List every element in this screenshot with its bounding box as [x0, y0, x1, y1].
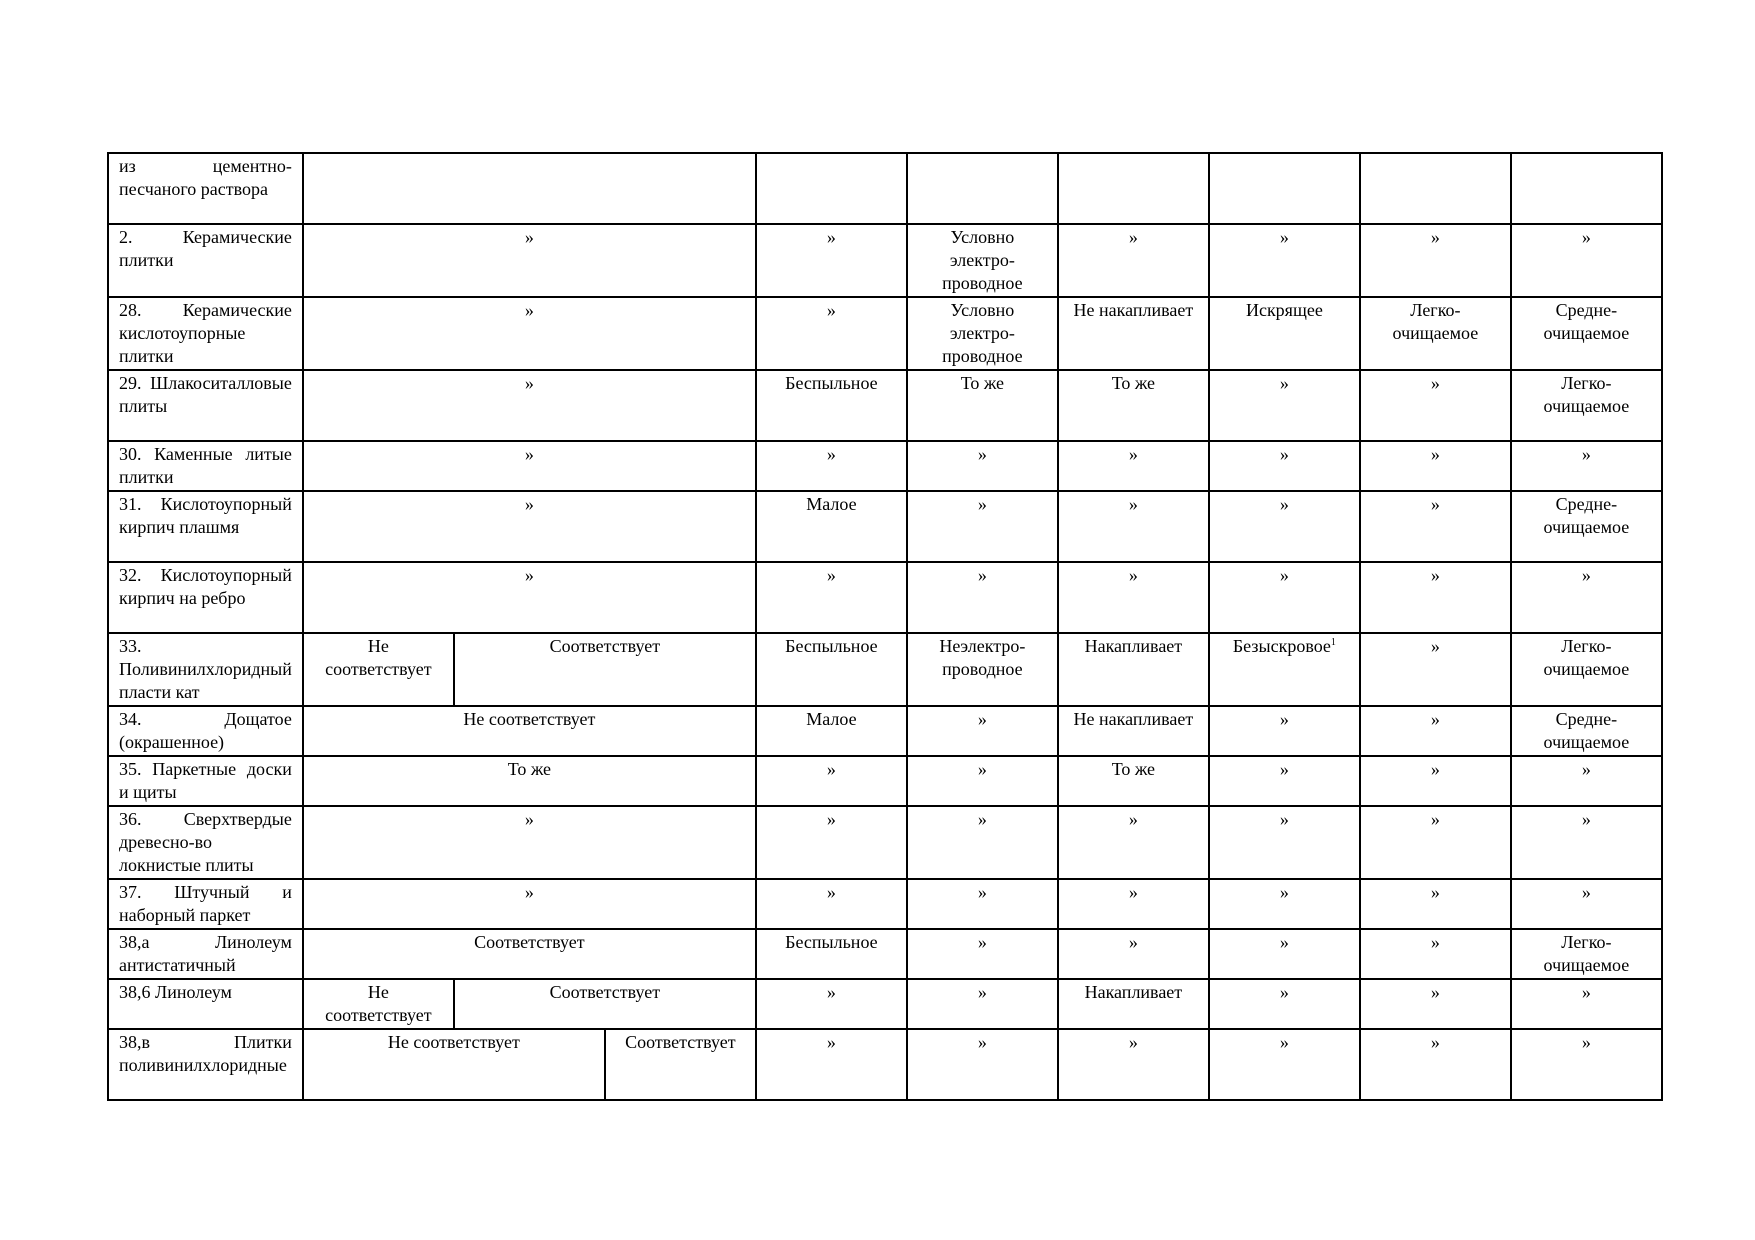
property-value: » — [1128, 565, 1138, 585]
property-value: » — [826, 982, 836, 1002]
table-row — [108, 562, 1662, 633]
table-row — [108, 224, 1662, 297]
property-cell — [756, 370, 907, 441]
property-cell — [907, 806, 1058, 879]
requirement-cell: Не соответствует — [303, 979, 454, 1029]
property-cell — [1058, 879, 1209, 929]
table-row — [108, 633, 1662, 706]
property-cell — [1360, 441, 1511, 491]
property-value: » — [826, 227, 836, 247]
property-cell — [1511, 633, 1662, 706]
property-value: » — [1581, 227, 1591, 247]
property-value: » — [1279, 444, 1289, 464]
property-value: » — [1430, 444, 1440, 464]
property-cell — [1360, 153, 1511, 224]
material-name-cell: 37. Штучный и наборный паркет — [108, 879, 303, 929]
material-name-cell: 31. Кислотоупорный кирпич плашмя — [108, 491, 303, 562]
material-name-cell: 29. Шлакоситалловые плиты — [108, 370, 303, 441]
property-cell — [1511, 153, 1662, 224]
property-value: Средне-очищаемое — [1543, 709, 1630, 752]
property-value: Беспыльное — [785, 636, 878, 656]
property-cell — [756, 633, 907, 706]
property-cell — [756, 224, 907, 297]
property-cell — [756, 441, 907, 491]
property-cell — [1058, 706, 1209, 756]
requirement-cell: Не соответствует — [303, 706, 756, 756]
property-value: » — [977, 809, 987, 829]
property-cell — [1209, 756, 1360, 806]
property-value: » — [1581, 882, 1591, 902]
property-cell — [1511, 879, 1662, 929]
material-name-cell: 2. Керамические плитки — [108, 224, 303, 297]
property-value: » — [1581, 1032, 1591, 1052]
property-value: » — [1279, 809, 1289, 829]
property-cell — [756, 706, 907, 756]
requirement-cell: Соответствует — [454, 633, 756, 706]
property-value: » — [1128, 494, 1138, 514]
property-value: » — [1430, 759, 1440, 779]
property-cell — [756, 297, 907, 370]
property-value: Легко-очищаемое — [1392, 300, 1479, 343]
property-value: » — [1279, 982, 1289, 1002]
property-value: » — [1279, 882, 1289, 902]
requirement-cell: » — [303, 491, 756, 562]
property-cell — [1360, 491, 1511, 562]
property-value: » — [1430, 809, 1440, 829]
property-cell — [1209, 979, 1360, 1029]
requirement-cell: Соответствует — [605, 1029, 756, 1100]
property-value: Искрящее — [1245, 300, 1323, 320]
property-value: » — [977, 932, 987, 952]
property-value: То же — [960, 373, 1005, 393]
property-cell — [1058, 491, 1209, 562]
property-cell — [1058, 224, 1209, 297]
table-row — [108, 297, 1662, 370]
property-value: » — [1128, 227, 1138, 247]
material-name-cell: 28. Керамические кислотоупорные плитки — [108, 297, 303, 370]
property-cell — [1209, 929, 1360, 979]
property-value: » — [1430, 1032, 1440, 1052]
property-cell — [1058, 153, 1209, 224]
property-cell — [1511, 370, 1662, 441]
property-value: Не накапливает — [1073, 300, 1194, 320]
property-cell — [1209, 224, 1360, 297]
material-name-cell: 32. Кислотоупорный кирпич на ребро — [108, 562, 303, 633]
property-value: » — [826, 809, 836, 829]
property-value: » — [1279, 227, 1289, 247]
property-cell — [907, 879, 1058, 929]
property-value: » — [1430, 982, 1440, 1002]
property-value: » — [1128, 1032, 1138, 1052]
property-cell — [1511, 224, 1662, 297]
property-cell — [1360, 224, 1511, 297]
property-cell — [1058, 297, 1209, 370]
property-cell — [756, 756, 907, 806]
property-cell — [756, 979, 907, 1029]
property-cell — [1209, 441, 1360, 491]
property-value: » — [1430, 373, 1440, 393]
property-value: » — [826, 300, 836, 320]
property-cell — [756, 491, 907, 562]
property-cell — [907, 562, 1058, 633]
property-value: » — [977, 982, 987, 1002]
requirement-cell: » — [303, 370, 756, 441]
property-cell — [756, 562, 907, 633]
property-value: Не накапливает — [1073, 709, 1194, 729]
property-cell — [1209, 706, 1360, 756]
property-cell — [756, 153, 907, 224]
property-cell — [756, 879, 907, 929]
property-cell — [1511, 979, 1662, 1029]
table-row — [108, 706, 1662, 756]
requirement-cell: » — [303, 297, 756, 370]
property-cell — [907, 153, 1058, 224]
property-cell — [1209, 370, 1360, 441]
property-value: Беспыльное — [785, 373, 878, 393]
property-value: » — [977, 494, 987, 514]
property-value: Неэлектро-проводное — [939, 636, 1026, 679]
property-value: То же — [1111, 373, 1156, 393]
material-name-cell: 38,в Плитки поливинилхлоридные — [108, 1029, 303, 1100]
property-value: » — [1279, 494, 1289, 514]
property-value: » — [1279, 932, 1289, 952]
property-cell — [756, 806, 907, 879]
table-body — [108, 153, 1662, 1100]
property-cell — [1058, 1029, 1209, 1100]
property-value: » — [977, 759, 987, 779]
table-row — [108, 756, 1662, 806]
property-value: » — [1430, 565, 1440, 585]
property-cell — [907, 979, 1058, 1029]
table-row — [108, 806, 1662, 879]
property-cell — [1058, 929, 1209, 979]
material-name-cell: из цементно-песчаного раствора — [108, 153, 303, 224]
property-cell — [1511, 929, 1662, 979]
property-value: Условно электро-проводное — [942, 227, 1023, 293]
property-value: Малое — [806, 494, 857, 514]
property-value: Средне-очищаемое — [1543, 494, 1630, 537]
property-cell — [907, 633, 1058, 706]
property-value: То же — [1111, 759, 1156, 779]
property-value: Накапливает — [1084, 636, 1183, 656]
property-cell — [907, 929, 1058, 979]
property-cell — [1209, 153, 1360, 224]
requirement-cell: Не соответствует — [303, 1029, 605, 1100]
requirement-cell: » — [303, 806, 756, 879]
table-row — [108, 929, 1662, 979]
property-value: » — [1128, 932, 1138, 952]
table-row — [108, 491, 1662, 562]
requirement-cell: Соответствует — [454, 979, 756, 1029]
property-value: Безыскровое — [1232, 636, 1331, 656]
property-value: » — [1430, 494, 1440, 514]
requirement-cell: » — [303, 224, 756, 297]
property-value: » — [1581, 565, 1591, 585]
property-cell — [1360, 806, 1511, 879]
property-value: » — [826, 882, 836, 902]
property-value: Беспыльное — [785, 932, 878, 952]
property-cell — [1360, 929, 1511, 979]
property-value: » — [1128, 444, 1138, 464]
property-value: Легко-очищаемое — [1543, 636, 1630, 679]
property-cell — [907, 491, 1058, 562]
material-name-cell: 30. Каменные литые плитки — [108, 441, 303, 491]
property-value: » — [977, 882, 987, 902]
property-cell — [1360, 879, 1511, 929]
property-cell — [907, 756, 1058, 806]
property-value: » — [1430, 932, 1440, 952]
property-cell — [1058, 562, 1209, 633]
property-cell — [1360, 370, 1511, 441]
material-name-cell: 38,а Линолеум антистатичный — [108, 929, 303, 979]
property-cell — [756, 1029, 907, 1100]
property-cell — [1360, 562, 1511, 633]
property-cell — [1058, 441, 1209, 491]
property-cell — [1360, 297, 1511, 370]
property-cell — [1209, 297, 1360, 370]
property-cell — [1511, 562, 1662, 633]
requirement-cell: То же — [303, 756, 756, 806]
property-value: Накапливает — [1084, 982, 1183, 1002]
material-name-cell: 38,6 Линолеум — [108, 979, 303, 1029]
property-cell — [1209, 562, 1360, 633]
property-cell — [756, 929, 907, 979]
property-value: » — [1430, 709, 1440, 729]
property-value: Средне-очищаемое — [1543, 300, 1630, 343]
table-row — [108, 441, 1662, 491]
property-cell — [1360, 706, 1511, 756]
property-cell — [1511, 297, 1662, 370]
property-cell — [1058, 370, 1209, 441]
property-value: » — [1279, 709, 1289, 729]
property-value: » — [1581, 982, 1591, 1002]
property-cell — [1511, 756, 1662, 806]
property-cell — [907, 297, 1058, 370]
property-cell — [1511, 706, 1662, 756]
property-cell — [907, 441, 1058, 491]
property-cell — [1058, 756, 1209, 806]
property-value: » — [1430, 636, 1440, 656]
property-cell — [1511, 806, 1662, 879]
property-value: Малое — [806, 709, 857, 729]
property-value: » — [1279, 565, 1289, 585]
property-cell — [1209, 491, 1360, 562]
property-value: » — [1581, 809, 1591, 829]
property-value: » — [1128, 809, 1138, 829]
property-cell — [1511, 441, 1662, 491]
material-name-cell: 35. Паркетные доски и щиты — [108, 756, 303, 806]
table-row — [108, 979, 1662, 1029]
property-cell — [1058, 806, 1209, 879]
property-cell — [1511, 1029, 1662, 1100]
property-value: » — [1279, 759, 1289, 779]
requirement-cell — [303, 153, 756, 224]
requirement-cell: » — [303, 441, 756, 491]
property-value: » — [1581, 444, 1591, 464]
property-cell — [907, 224, 1058, 297]
property-cell — [1058, 979, 1209, 1029]
property-value: » — [826, 444, 836, 464]
property-cell — [1209, 1029, 1360, 1100]
property-value: » — [977, 1032, 987, 1052]
table-row — [108, 153, 1662, 224]
property-cell — [1360, 756, 1511, 806]
property-value: » — [826, 1032, 836, 1052]
property-value: Условно электро-проводное — [942, 300, 1023, 366]
requirement-cell: Соответствует — [303, 929, 756, 979]
property-value: » — [1430, 227, 1440, 247]
property-value: » — [1279, 373, 1289, 393]
footnote-mark: 1 — [1330, 637, 1336, 648]
requirement-cell: » — [303, 879, 756, 929]
property-cell — [1360, 1029, 1511, 1100]
property-value: » — [1128, 882, 1138, 902]
property-cell — [907, 1029, 1058, 1100]
property-cell — [907, 370, 1058, 441]
properties-table — [107, 152, 1663, 1101]
property-cell — [1511, 491, 1662, 562]
table-row — [108, 370, 1662, 441]
property-cell — [1209, 806, 1360, 879]
property-cell — [1360, 633, 1511, 706]
material-name-cell: 33. Поливинилхлоридный пласти кат — [108, 633, 303, 706]
property-value: » — [977, 565, 987, 585]
property-value: » — [977, 444, 987, 464]
material-name-cell: 36. Сверхтвердые древесно-во локнистые плиты — [108, 806, 303, 879]
material-name-cell: 34. Дощатое (окрашенное) — [108, 706, 303, 756]
property-cell — [1209, 879, 1360, 929]
property-value: » — [826, 759, 836, 779]
table-row — [108, 879, 1662, 929]
property-value: » — [1581, 759, 1591, 779]
requirement-cell: Не соответствует — [303, 633, 454, 706]
table-row — [108, 1029, 1662, 1100]
property-cell — [907, 706, 1058, 756]
property-value: Легко-очищаемое — [1543, 373, 1630, 416]
property-value: » — [1430, 882, 1440, 902]
requirement-cell: » — [303, 562, 756, 633]
property-value: Легко-очищаемое — [1543, 932, 1630, 975]
property-value: » — [977, 709, 987, 729]
property-cell — [1058, 633, 1209, 706]
property-cell — [1209, 633, 1360, 706]
property-cell — [1360, 979, 1511, 1029]
property-value: » — [1279, 1032, 1289, 1052]
property-value: » — [826, 565, 836, 585]
